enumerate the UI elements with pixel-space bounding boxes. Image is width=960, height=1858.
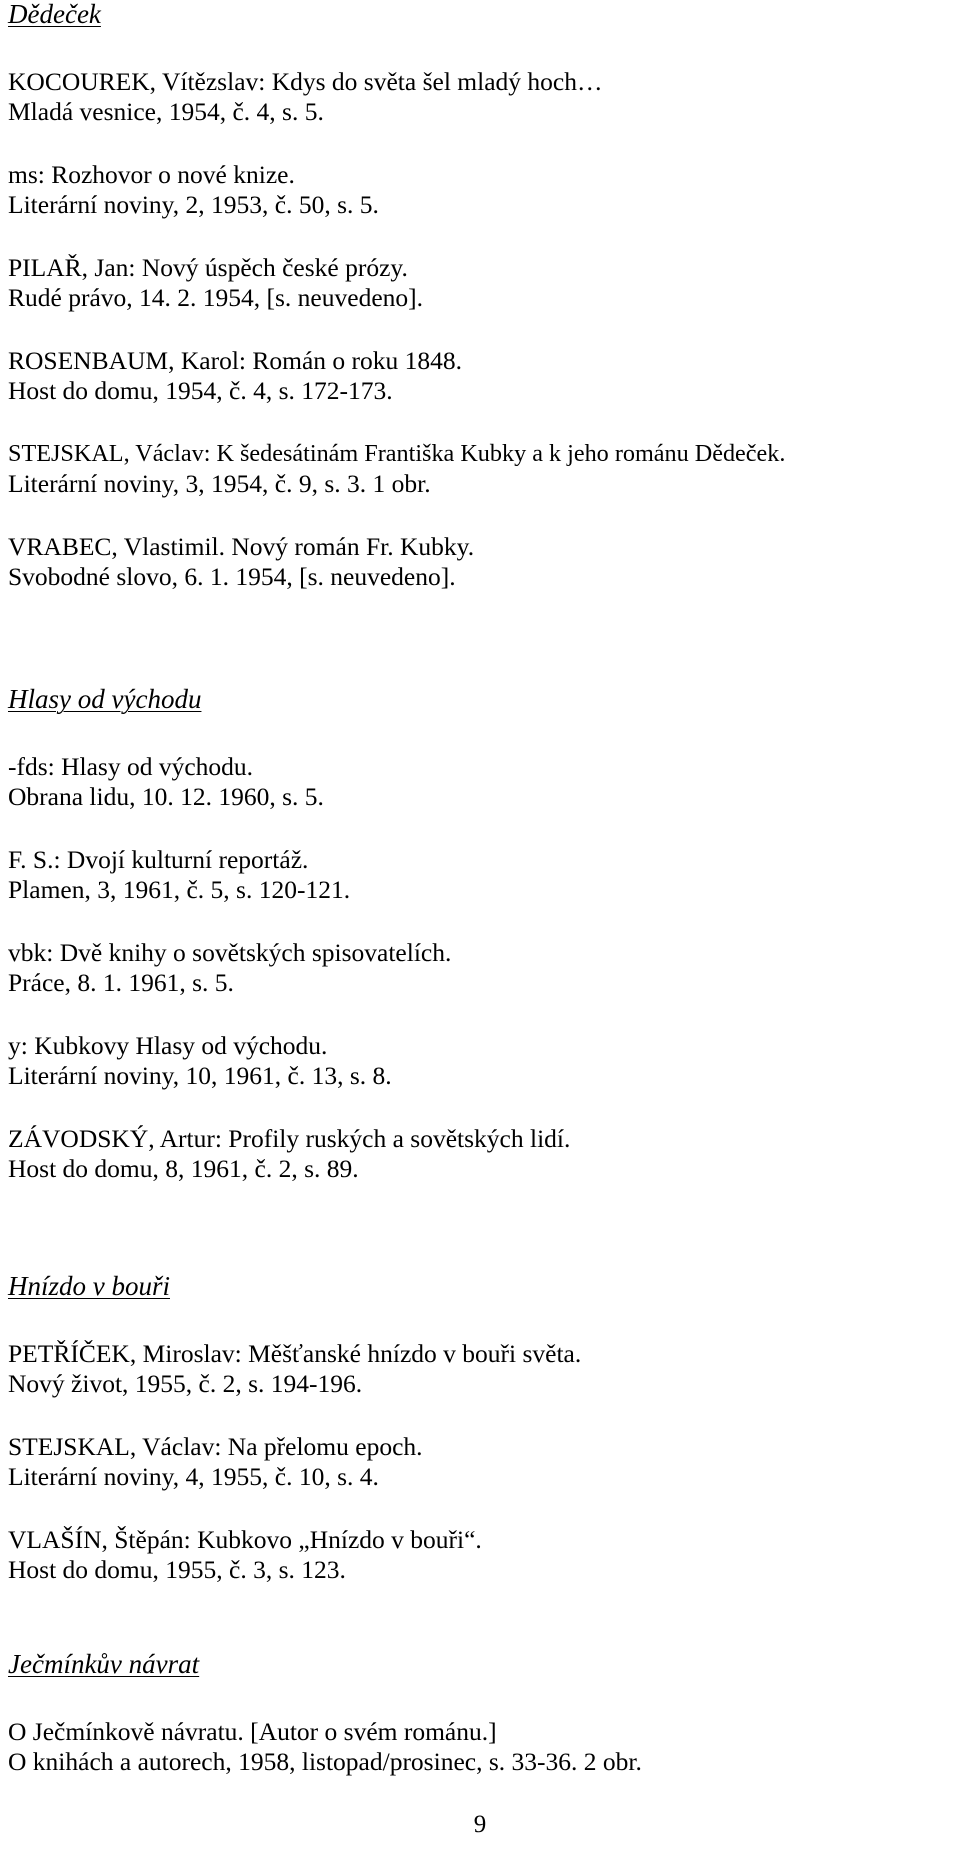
section-heading: Hnízdo v bouři (8, 1271, 170, 1301)
entry-title: ms: Rozhovor o nové knize. (8, 160, 295, 189)
entry-title: O Ječmínkově návratu. [Autor o svém románu.] (8, 1717, 497, 1746)
entry-title: F. S.: Dvojí kulturní reportáž. (8, 845, 309, 874)
bib-entry (8, 752, 570, 812)
entry-source: Rudé právo, 14. 2. 1954, [s. neuvedeno]. (8, 283, 423, 312)
entry-title: -fds: Hlasy od východu. (8, 752, 254, 781)
section-hnizdo-v-bouri (8, 1272, 581, 1585)
entry-title: PILAŘ, Jan: Nový úspěch české prózy. (8, 253, 408, 282)
bib-entry (8, 1525, 581, 1585)
entry-title: VRABEC, Vlastimil. Nový román Fr. Kubky. (8, 532, 475, 561)
page-number: 9 (473, 1811, 487, 1838)
entry-source: Literární noviny, 2, 1953, č. 50, s. 5. (8, 190, 379, 219)
entry-title: vbk: Dvě knihy o sovětských spisovatelích. (8, 938, 452, 967)
entry-source: Host do domu, 1954, č. 4, s. 172-173. (8, 376, 393, 405)
entry-source: Literární noviny, 4, 1955, č. 10, s. 4. (8, 1462, 379, 1491)
entry-source: O knihách a autorech, 1958, listopad/prosinec, s. 33-36. 2 obr. (8, 1747, 642, 1776)
bib-entry (8, 439, 785, 499)
bib-entry (8, 1031, 570, 1091)
entry-source: Nový život, 1955, č. 2, s. 194-196. (8, 1369, 363, 1398)
section-dedecek (8, 0, 785, 592)
entry-title: y: Kubkovy Hlasy od východu. (8, 1031, 328, 1060)
bib-entry (8, 938, 570, 998)
entry-title: ZÁVODSKÝ, Artur: Profily ruských a sovětských lidí. (8, 1124, 571, 1153)
bib-entry (8, 67, 785, 127)
bib-entry (8, 346, 785, 406)
entry-source: Host do domu, 8, 1961, č. 2, s. 89. (8, 1154, 359, 1183)
bib-entry (8, 160, 785, 220)
entry-source: Práce, 8. 1. 1961, s. 5. (8, 968, 234, 997)
entry-title: STEJSKAL, Václav: Na přelomu epoch. (8, 1432, 423, 1461)
entry-source: Host do domu, 1955, č. 3, s. 123. (8, 1555, 346, 1584)
bib-entry (8, 1339, 581, 1399)
bib-entry (8, 1432, 581, 1492)
entry-source: Plamen, 3, 1961, č. 5, s. 120-121. (8, 875, 351, 904)
entry-source: Mladá vesnice, 1954, č. 4, s. 5. (8, 97, 324, 126)
entry-title: STEJSKAL, Václav: K šedesátinám Františka Kubky a k jeho románu Dědeček. (8, 440, 786, 467)
entry-title: ROSENBAUM, Karol: Román o roku 1848. (8, 346, 463, 375)
entry-source: Literární noviny, 3, 1954, č. 9, s. 3. 1 obr. (8, 469, 431, 498)
entry-title: VLAŠÍN, Štěpán: Kubkovo „Hnízdo v bouři“. (8, 1525, 482, 1554)
section-hlasy-od-vychodu (8, 685, 570, 1184)
bib-entry (8, 1124, 570, 1184)
bib-entry (8, 1717, 642, 1777)
section-heading: Dědeček (8, 0, 101, 29)
bib-entry (8, 845, 570, 905)
section-jecminkuv-navrat (8, 1650, 642, 1777)
bib-entry (8, 532, 785, 592)
entry-title: PETŘÍČEK, Miroslav: Měšťanské hnízdo v bouři světa. (8, 1339, 582, 1368)
section-heading: Ječmínkův návrat (8, 1649, 200, 1679)
entry-source: Svobodné slovo, 6. 1. 1954, [s. neuvedeno]. (8, 562, 456, 591)
bib-entry (8, 253, 785, 313)
section-heading: Hlasy od východu (8, 684, 202, 714)
entry-source: Literární noviny, 10, 1961, č. 13, s. 8. (8, 1061, 392, 1090)
entry-source: Obrana lidu, 10. 12. 1960, s. 5. (8, 782, 324, 811)
entry-title: KOCOUREK, Vítězslav: Kdys do světa šel mladý hoch… (8, 67, 603, 96)
